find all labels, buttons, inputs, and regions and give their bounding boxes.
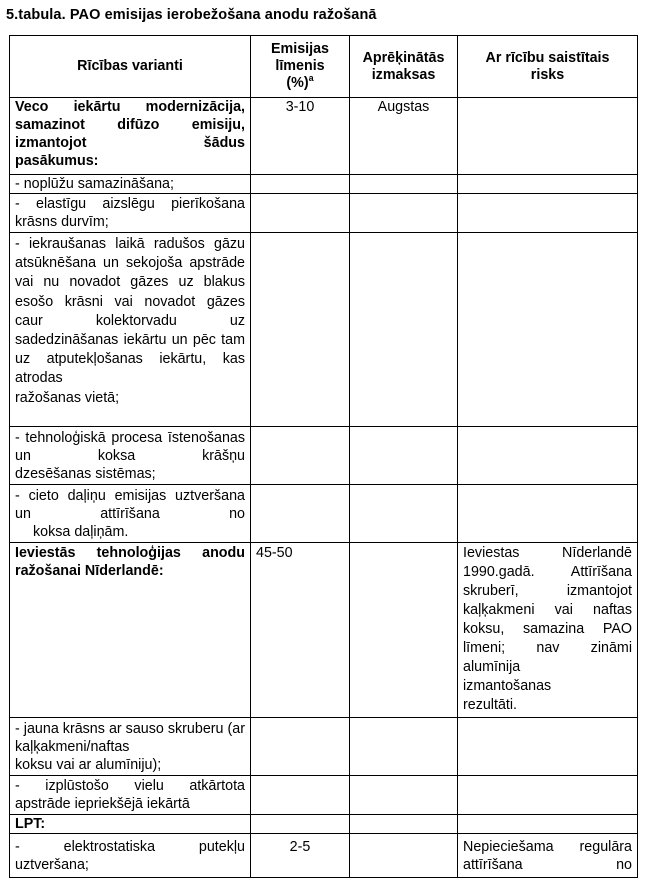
table-row [10, 233, 638, 427]
table-caption: 5.tabula. PAO emisijas ierobežošana anodu ražošanā [6, 7, 377, 23]
header-associated-risk [458, 36, 638, 98]
row8-action-main: - jauna krāsns ar sauso skruberu (ar kaļķakmeni/naftas [15, 721, 245, 755]
row4-action [10, 233, 251, 427]
row7-action [10, 543, 251, 718]
row1-risk [458, 98, 638, 175]
row3-cost [350, 194, 458, 233]
row3-emission [251, 194, 350, 233]
row5-emission [251, 427, 350, 485]
header-col2-line1: Emisijas [270, 41, 330, 57]
header-col2-line3: (%) [286, 75, 309, 91]
row11-risk [458, 834, 638, 878]
row5-action-main: - tehnoloģiskā procesa īstenošanas un koksa krāšņu [15, 430, 245, 464]
header-col3-line2: izmaksas [371, 66, 436, 83]
table-row [10, 543, 638, 718]
row9-action-main: - izplūstošo vielu atkārtota [15, 778, 245, 794]
row1-action-last: pasākumus: [15, 153, 99, 169]
row11-risk-main: Nepieciešama regulāra attīrīšana no [463, 839, 632, 873]
row1-cost: Augstas [350, 98, 458, 175]
row7-emission: 45-50 [251, 543, 350, 718]
row7-action-text: Ieviestās tehnoloģijas anodu ražošanai Nīderlandē: [15, 545, 245, 579]
row2-risk [458, 175, 638, 194]
row4-risk [458, 233, 638, 427]
table-row [10, 175, 638, 194]
header-col1-text: Rīcības varianti [77, 58, 183, 74]
row7-cost [350, 543, 458, 718]
row4-emission [251, 233, 350, 427]
row9-risk [458, 776, 638, 815]
table-row [10, 834, 638, 878]
header-estimated-costs [350, 36, 458, 98]
row7-risk-main: Ieviestas Nīderlandē 1990.gadā. Attīrīšana skruberī, izmantojot kaļķakmeni vai naftas koksu, samazina PAO līmeni; nav zināmi [463, 545, 632, 656]
pao-emission-table [9, 35, 638, 878]
row4-action-main: - iekraušanas laikā radušos gāzu atsūknēšana un sekojoša apstrāde vai nu novadot gāzes uz blakus esošo krāsni vai novadot gāzes caur kolektorvadu uz sadedzināšanas iekārtu un pēc tam uz atputekļošanas iekārtu, kas atrodas [15, 236, 245, 387]
row10-cost [350, 815, 458, 834]
header-col3-line1: Aprēķinātās [362, 49, 445, 66]
header-col2-footnote-mark: a [308, 73, 314, 84]
table-row [10, 776, 638, 815]
header-col4-line2: risks [530, 66, 565, 83]
row9-action-last: apstrāde iepriekšējā iekārtā [15, 796, 190, 812]
row6-risk [458, 485, 638, 543]
row1-action [10, 98, 251, 175]
row11-cost [350, 834, 458, 878]
row5-cost [350, 427, 458, 485]
row3-action-last: krāsns durvīm; [15, 214, 109, 230]
row5-action-last: dzesēšanas sistēmas; [15, 466, 156, 482]
row11-action [10, 834, 251, 878]
row11-action-main: - elektrostatiska putekļu [15, 839, 245, 855]
row6-emission [251, 485, 350, 543]
row1-emission: 3-10 [251, 98, 350, 175]
row3-action-main: - elastīgu aizslēgu pierīkošana [15, 196, 245, 212]
row3-action [10, 194, 251, 233]
table-row [10, 194, 638, 233]
row8-action-last: koksu vai ar alumīniju); [15, 757, 162, 773]
row6-action-main: - cieto daļiņu emisijas uztveršana un attīrīšana no [15, 488, 245, 522]
row4-action-last: ražošanas vietā; [15, 389, 120, 406]
row9-action [10, 776, 251, 815]
row5-risk [458, 427, 638, 485]
header-emission-level [251, 36, 350, 98]
table-row [10, 427, 638, 485]
header-action-variants [10, 36, 251, 98]
row9-cost [350, 776, 458, 815]
row8-emission [251, 718, 350, 776]
header-col4-line1: Ar rīcību saistītais [485, 49, 610, 66]
row8-action [10, 718, 251, 776]
row2-action: - noplūžu samazināšana; [10, 175, 251, 194]
row6-cost [350, 485, 458, 543]
row10-emission [251, 815, 350, 834]
table-row [10, 485, 638, 543]
row2-cost [350, 175, 458, 194]
row8-cost [350, 718, 458, 776]
table-header-row [10, 36, 638, 98]
table-row [10, 718, 638, 776]
row6-action [10, 485, 251, 543]
row10-action: LPT: [10, 815, 251, 834]
row10-risk [458, 815, 638, 834]
row11-emission: 2-5 [251, 834, 350, 878]
row5-action [10, 427, 251, 485]
row2-emission [251, 175, 350, 194]
row7-risk-last: alumīnija izmantošanas rezultāti. [463, 659, 552, 713]
row9-emission [251, 776, 350, 815]
row1-action-main: Veco iekārtu modernizācija, samazinot difūzo emisiju, izmantojot šādus [15, 99, 245, 151]
table-row [10, 98, 638, 175]
row8-risk [458, 718, 638, 776]
row6-action-last: koksa daļiņām. [33, 524, 129, 540]
header-col2-line2: līmenis [275, 58, 325, 74]
table-row [10, 815, 638, 834]
row3-risk [458, 194, 638, 233]
row7-risk [458, 543, 638, 718]
row4-cost [350, 233, 458, 427]
row11-action-last: uztveršana; [15, 857, 89, 873]
